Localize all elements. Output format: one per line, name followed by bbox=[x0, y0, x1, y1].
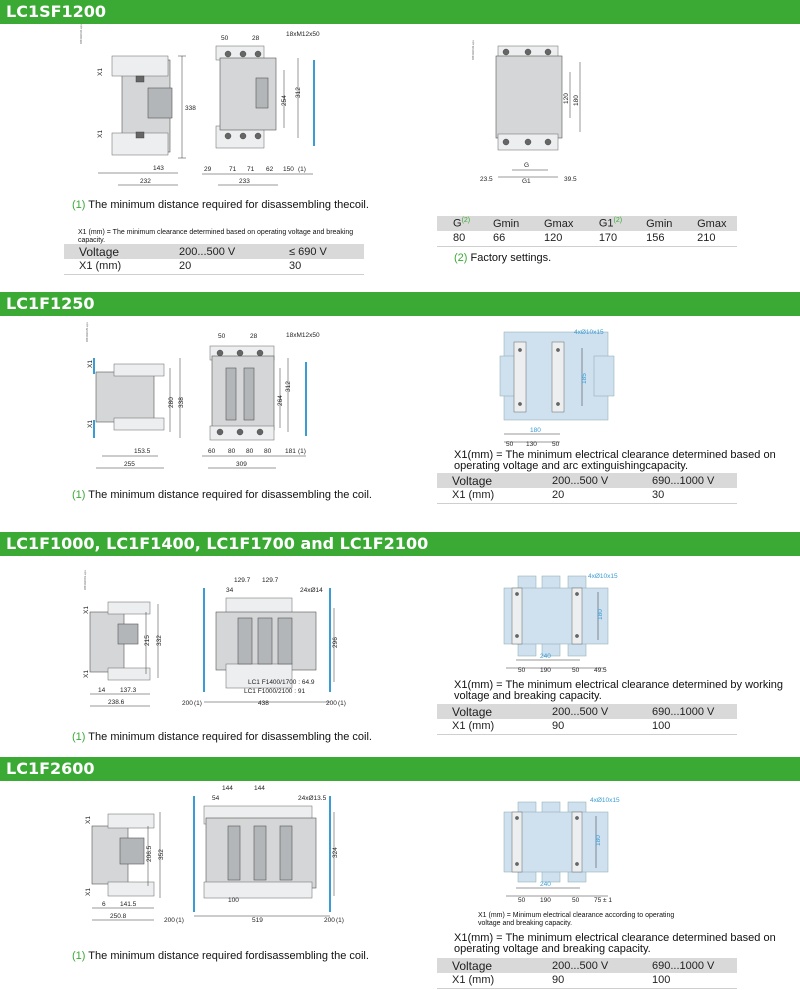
svg-text:190: 190 bbox=[540, 897, 551, 904]
svg-text:50: 50 bbox=[518, 667, 526, 674]
svg-text:200: 200 bbox=[164, 917, 175, 924]
svg-text:50: 50 bbox=[572, 667, 580, 674]
spec-table-lc1f1000: Voltage 200...500 V 690...1000 V X1 (mm) 90 100 bbox=[437, 704, 737, 735]
svg-text:309: 309 bbox=[236, 461, 247, 468]
svg-text:215: 215 bbox=[144, 635, 151, 646]
drawing-lc1f1000-mounting bbox=[496, 570, 656, 678]
svg-text:(1): (1) bbox=[194, 700, 202, 707]
svg-text:X1: X1 bbox=[87, 360, 94, 368]
svg-text:28: 28 bbox=[250, 333, 258, 340]
svg-text:34: 34 bbox=[226, 587, 234, 594]
svg-text:50: 50 bbox=[221, 35, 229, 42]
section-title-lc1sf1200: LC1SF1200 bbox=[0, 0, 800, 24]
svg-text:240: 240 bbox=[540, 881, 551, 888]
svg-text:264: 264 bbox=[277, 395, 284, 406]
svg-text:200: 200 bbox=[324, 917, 335, 924]
x1-note-lc1f1000: X1(mm) = The minimum electrical clearance determined by working voltage and breaking capacity. bbox=[454, 679, 784, 702]
svg-text:X1: X1 bbox=[97, 68, 104, 76]
svg-text:X1: X1 bbox=[87, 420, 94, 428]
svg-text:71: 71 bbox=[247, 166, 255, 173]
spec-table-lc1f2600: Voltage 200...500 V 690...1000 V X1 (mm) 90 100 bbox=[437, 958, 737, 989]
svg-text:129.7: 129.7 bbox=[262, 577, 279, 584]
svg-text:180: 180 bbox=[595, 835, 602, 846]
svg-text:62: 62 bbox=[266, 166, 274, 173]
svg-text:352: 352 bbox=[158, 849, 165, 860]
svg-text:100: 100 bbox=[228, 897, 239, 904]
drawing-lc1f1000-side-front bbox=[78, 572, 358, 720]
svg-text:X1: X1 bbox=[83, 606, 90, 614]
svg-text:129.7: 129.7 bbox=[234, 577, 251, 584]
svg-text:DB402035.eps: DB402035.eps bbox=[85, 322, 89, 342]
svg-text:DB402036.eps: DB402036.eps bbox=[79, 24, 83, 44]
svg-text:50: 50 bbox=[552, 441, 560, 448]
small-note-lc1sf1200: X1 (mm) = The minimum clearance determined based on operating voltage and breaking capacity. bbox=[78, 229, 354, 244]
svg-text:190: 190 bbox=[540, 667, 551, 674]
svg-text:6: 6 bbox=[102, 901, 106, 908]
note-lc1sf1200: (1) The minimum distance required for disassembling thecoil. bbox=[72, 199, 369, 211]
svg-text:232: 232 bbox=[140, 178, 151, 185]
svg-text:137.3: 137.3 bbox=[120, 687, 137, 694]
svg-text:39.5: 39.5 bbox=[564, 176, 577, 183]
svg-text:50: 50 bbox=[518, 897, 526, 904]
svg-text:338: 338 bbox=[178, 397, 185, 408]
svg-text:X1: X1 bbox=[85, 816, 92, 824]
svg-text:DB402039.eps: DB402039.eps bbox=[471, 40, 475, 60]
svg-text:143: 143 bbox=[153, 165, 164, 172]
svg-text:200: 200 bbox=[326, 700, 337, 707]
svg-text:519: 519 bbox=[252, 917, 263, 924]
svg-text:312: 312 bbox=[285, 381, 292, 392]
svg-text:50: 50 bbox=[506, 441, 514, 448]
svg-text:DB402001.eps: DB402001.eps bbox=[83, 570, 87, 590]
section-title-lc1f1250: LC1F1250 bbox=[0, 292, 800, 316]
svg-text:54: 54 bbox=[212, 795, 220, 802]
drawing-lc1f2600-side-front bbox=[78, 782, 358, 928]
drawing-lc1f2600-mounting bbox=[496, 794, 656, 906]
svg-text:4xØ10x15: 4xØ10x15 bbox=[574, 329, 604, 336]
svg-text:150: 150 bbox=[283, 166, 294, 173]
svg-text:28: 28 bbox=[252, 35, 260, 42]
svg-text:180: 180 bbox=[573, 95, 580, 106]
svg-text:200: 200 bbox=[182, 700, 193, 707]
svg-text:80: 80 bbox=[228, 448, 236, 455]
svg-text:50: 50 bbox=[218, 333, 226, 340]
svg-text:185: 185 bbox=[581, 373, 588, 384]
section-title-lc1f2600: LC1F2600 bbox=[0, 757, 800, 781]
svg-text:60: 60 bbox=[208, 448, 216, 455]
x1-note-lc1f1250: X1(mm) = The minimum electrical clearance determined based on operating voltage and arc extinguishingcapacity. bbox=[454, 449, 776, 472]
x1-note-lc1f2600: X1(mm) = The minimum electrical clearance determined based on operating voltage and breaking capacity. bbox=[454, 932, 776, 955]
svg-text:29: 29 bbox=[204, 166, 212, 173]
drawing-lc1sf1200-top bbox=[470, 42, 590, 184]
svg-text:G: G bbox=[524, 162, 530, 169]
svg-text:120: 120 bbox=[563, 93, 570, 104]
svg-text:240: 240 bbox=[540, 653, 551, 660]
svg-text:238.6: 238.6 bbox=[108, 699, 125, 706]
svg-text:4xØ10x15: 4xØ10x15 bbox=[588, 573, 618, 580]
g-table-lc1sf1200: $G^{(2)}$ Gmin Gmax G1$^{(2)}$ Gmin Gmax 80 66 120 170 156 210 bbox=[437, 216, 737, 247]
spec-table-lc1sf1200: Voltage 200...500 V ≤ 690 V X1 (mm) 20 30 bbox=[64, 244, 364, 275]
svg-text:80: 80 bbox=[264, 448, 272, 455]
svg-text:(1): (1) bbox=[298, 166, 306, 173]
svg-text:X1: X1 bbox=[85, 888, 92, 896]
svg-text:80: 80 bbox=[246, 448, 254, 455]
svg-text:50: 50 bbox=[572, 897, 580, 904]
svg-text:254: 254 bbox=[281, 95, 288, 106]
drawing-lc1f1250-mounting bbox=[490, 326, 650, 448]
svg-text:233: 233 bbox=[239, 178, 250, 185]
svg-text:332: 332 bbox=[156, 635, 163, 646]
spec-table-lc1f1250: Voltage 200...500 V 690...1000 V X1 (mm) 20 30 bbox=[437, 473, 737, 504]
svg-text:18xM12x50: 18xM12x50 bbox=[286, 332, 320, 339]
svg-text:181: 181 bbox=[285, 448, 296, 455]
svg-text:71: 71 bbox=[229, 166, 237, 173]
svg-text:(1): (1) bbox=[298, 448, 306, 455]
drawing-lc1f1250-side-front bbox=[78, 322, 338, 476]
svg-text:250.8: 250.8 bbox=[110, 913, 127, 920]
svg-text:18xM12x50: 18xM12x50 bbox=[286, 31, 320, 38]
svg-text:180: 180 bbox=[597, 609, 604, 620]
svg-text:338: 338 bbox=[185, 105, 196, 112]
svg-text:280: 280 bbox=[168, 397, 175, 408]
svg-text:14: 14 bbox=[98, 687, 106, 694]
svg-text:LC1 F1000/2100 : 91: LC1 F1000/2100 : 91 bbox=[244, 688, 306, 695]
section-title-lc1f1000-2100: LC1F1000, LC1F1400, LC1F1700 and LC1F2100 bbox=[0, 532, 800, 556]
svg-text:141.5: 141.5 bbox=[120, 901, 137, 908]
svg-text:(1): (1) bbox=[176, 917, 184, 924]
svg-text:(1): (1) bbox=[336, 917, 344, 924]
svg-text:24xØ13.5: 24xØ13.5 bbox=[298, 795, 327, 802]
svg-text:153.5: 153.5 bbox=[134, 448, 151, 455]
svg-text:X1: X1 bbox=[97, 130, 104, 138]
svg-text:144: 144 bbox=[254, 785, 265, 792]
svg-text:(1): (1) bbox=[338, 700, 346, 707]
svg-text:4xØ10x15: 4xØ10x15 bbox=[590, 797, 620, 804]
factory-note: (2) Factory settings. bbox=[454, 252, 552, 264]
svg-text:206.5: 206.5 bbox=[146, 845, 153, 862]
svg-text:G1: G1 bbox=[522, 178, 531, 185]
svg-text:X1: X1 bbox=[83, 670, 90, 678]
drawing-lc1sf1200-side-front bbox=[78, 24, 338, 188]
note-lc1f1250: (1) The minimum distance required for disassembling the coil. bbox=[72, 489, 372, 501]
note-lc1f1000: (1) The minimum distance required for disassembling the coil. bbox=[72, 731, 372, 743]
svg-text:312: 312 bbox=[295, 87, 302, 98]
note-lc1f2600: (1) The minimum distance required fordisassembling the coil. bbox=[72, 950, 369, 962]
small-note-lc1f2600: X1 (mm) = Minimum electrical clearance according to operating voltage and breaking capacity. bbox=[478, 912, 675, 927]
svg-text:24xØ14: 24xØ14 bbox=[300, 587, 323, 594]
svg-text:144: 144 bbox=[222, 785, 233, 792]
svg-text:LC1 F1400/1700 : 64.9: LC1 F1400/1700 : 64.9 bbox=[248, 679, 315, 686]
svg-text:49.5: 49.5 bbox=[594, 667, 607, 674]
svg-text:255: 255 bbox=[124, 461, 135, 468]
svg-text:23.5: 23.5 bbox=[480, 176, 493, 183]
svg-text:180: 180 bbox=[530, 427, 541, 434]
svg-text:75 ± 1: 75 ± 1 bbox=[594, 897, 613, 904]
svg-text:324: 324 bbox=[332, 847, 339, 858]
svg-text:130: 130 bbox=[526, 441, 537, 448]
svg-text:438: 438 bbox=[258, 700, 269, 707]
svg-text:296: 296 bbox=[332, 637, 339, 648]
